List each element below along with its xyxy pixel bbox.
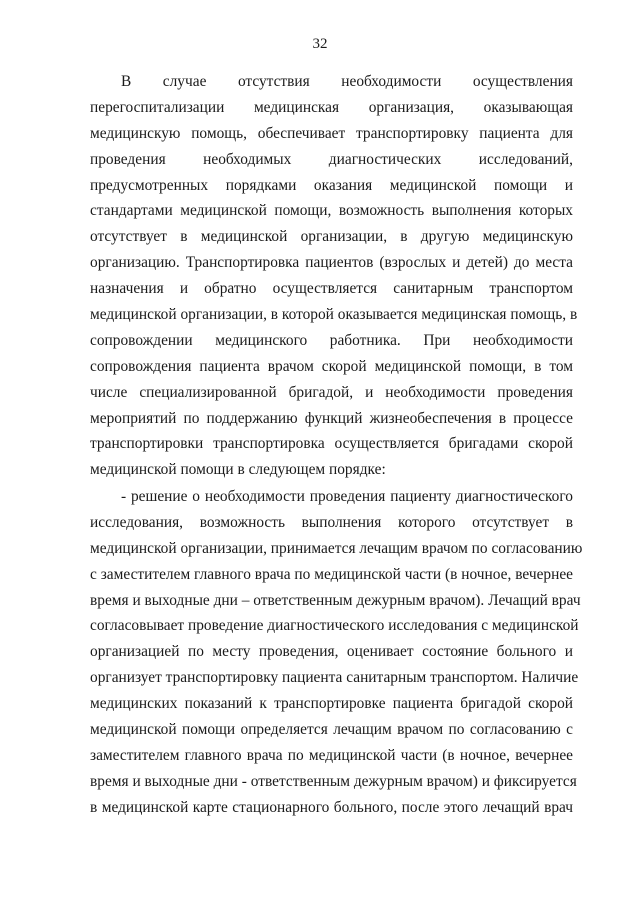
- paragraph-line: медицинскую помощь, обеспечивает транспортировку пациента для: [90, 124, 573, 142]
- paragraph-2: [90, 484, 583, 821]
- paragraph-line: медицинских показаний к транспортировке пациента бригадой скорой: [90, 695, 573, 713]
- paragraph-line: медицинской помощи определяется лечащим врачом по согласованию с: [90, 721, 573, 739]
- paragraph-line: с заместителем главного врача по медицинской части (в ночное, вечернее: [90, 565, 573, 583]
- paragraph-line: согласовывает проведение диагностического исследования с медицинской: [90, 617, 579, 635]
- paragraph-line: проведения необходимых диагностических исследований,: [90, 150, 573, 168]
- paragraph-line: мероприятий по поддержанию функций жизнеобеспечения в процессе: [90, 409, 573, 427]
- paragraph-line: стандартами медицинской помощи, возможность выполнения которых: [90, 202, 573, 220]
- paragraph-line: заместителем главного врача по медицинской части (в ночное, вечернее: [90, 746, 573, 764]
- paragraph-line: отсутствует в медицинской организации, в другую медицинскую: [90, 228, 573, 246]
- paragraph-line: время и выходные дни - ответственным дежурным врачом) и фиксируется: [90, 772, 577, 790]
- paragraph-line: организацию. Транспортировка пациентов (взрослых и детей) до места: [90, 254, 573, 272]
- paragraph-line: организует транспортировку пациента санитарным транспортом. Наличие: [90, 669, 579, 687]
- paragraph-line: организацией по месту проведения, оценивает состояние больного и: [90, 643, 573, 661]
- paragraph-line: время и выходные дни – ответственным дежурным врачом). Лечащий врач: [90, 591, 581, 609]
- paragraph-line: назначения и обратно осуществляется санитарным транспортом: [90, 280, 573, 298]
- paragraph-line: сопровождения пациента врачом скорой медицинской помощи, в том: [90, 357, 573, 375]
- paragraph-line: перегоспитализации медицинская организация, оказывающая: [90, 98, 573, 116]
- paragraph-line: - решение о необходимости проведения пациенту диагностического: [121, 488, 573, 505]
- paragraph-1: [90, 69, 578, 483]
- paragraph-line: исследования, возможность выполнения которого отсутствует в: [90, 513, 573, 531]
- paragraph-line: числе специализированной бригадой, и необходимости проведения: [90, 383, 573, 401]
- paragraph-line: В случае отсутствия необходимости осуществления: [121, 73, 573, 90]
- page-number: 32: [312, 36, 328, 52]
- paragraph-line: транспортировки транспортировка осуществляется бригадами скорой: [90, 435, 573, 453]
- paragraph-line: в медицинской карте стационарного больного, после этого лечащий врач: [90, 798, 573, 816]
- paragraph-line: медицинской организации, принимается лечащим врачом по согласованию: [90, 539, 583, 557]
- paragraph-line: медицинской организации, в которой оказывается медицинская помощь, в: [90, 306, 578, 324]
- paragraph-line: сопровождении медицинского работника. При необходимости: [90, 331, 573, 349]
- paragraph-line: медицинской помощи в следующем порядке:: [90, 461, 386, 479]
- paragraph-line: предусмотренных порядками оказания медицинской помощи и: [90, 176, 573, 194]
